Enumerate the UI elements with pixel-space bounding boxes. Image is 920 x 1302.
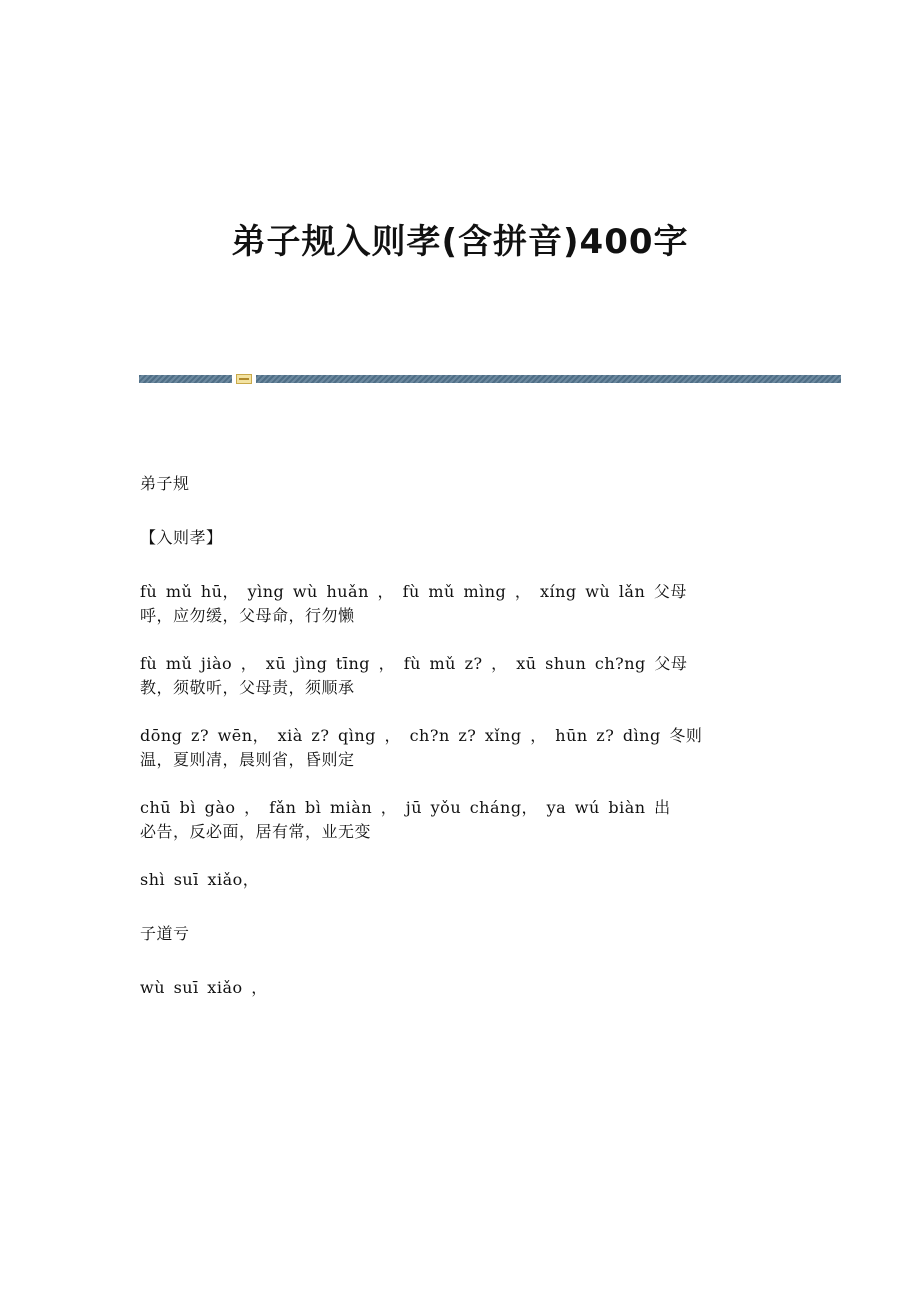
hanzi-line: 子道亏 [140,924,190,943]
hanzi-line: 温，夏则凊，晨则省，昏则定 [140,750,355,769]
hanzi-line: 教，须敬听，父母责，须顺承 [140,678,355,697]
pinyin-line: chū bì gào ， fǎn bì miàn ， jū yǒu cháng， ya wú biàn 出 [140,798,671,817]
pinyin-line: shì suī xiǎo， [140,870,260,889]
document-title: 弟子规入则孝(含拼音)400字 [231,222,689,262]
pinyin-line: wù suī xiǎo ， [140,978,268,997]
divider-ornament-icon [236,374,252,384]
divider-bar-left [139,375,232,383]
divider-bar-right [256,375,841,383]
pinyin-line: fù mǔ jiào ， xū jìng tīng ， fù mǔ z? ， xū shun ch?ng 父母 [140,654,688,673]
section-heading: 【入则孝】 [140,528,223,547]
decorative-divider [139,374,841,384]
hanzi-line: 呼，应勿缓，父母命，行勿懒 [140,606,355,625]
pinyin-line: dōng z? wēn， xià z? qìng ， ch?n z? xǐng ， hūn z? dìng 冬则 [140,726,703,745]
document-body [140,472,780,1000]
heading-text: 弟子规 [140,474,190,493]
pinyin-line: fù mǔ hū， yìng wù huǎn ， fù mǔ mìng ， xíng wù lǎn 父母 [140,582,687,601]
hanzi-line: 必告，反必面，居有常，业无变 [140,822,372,841]
